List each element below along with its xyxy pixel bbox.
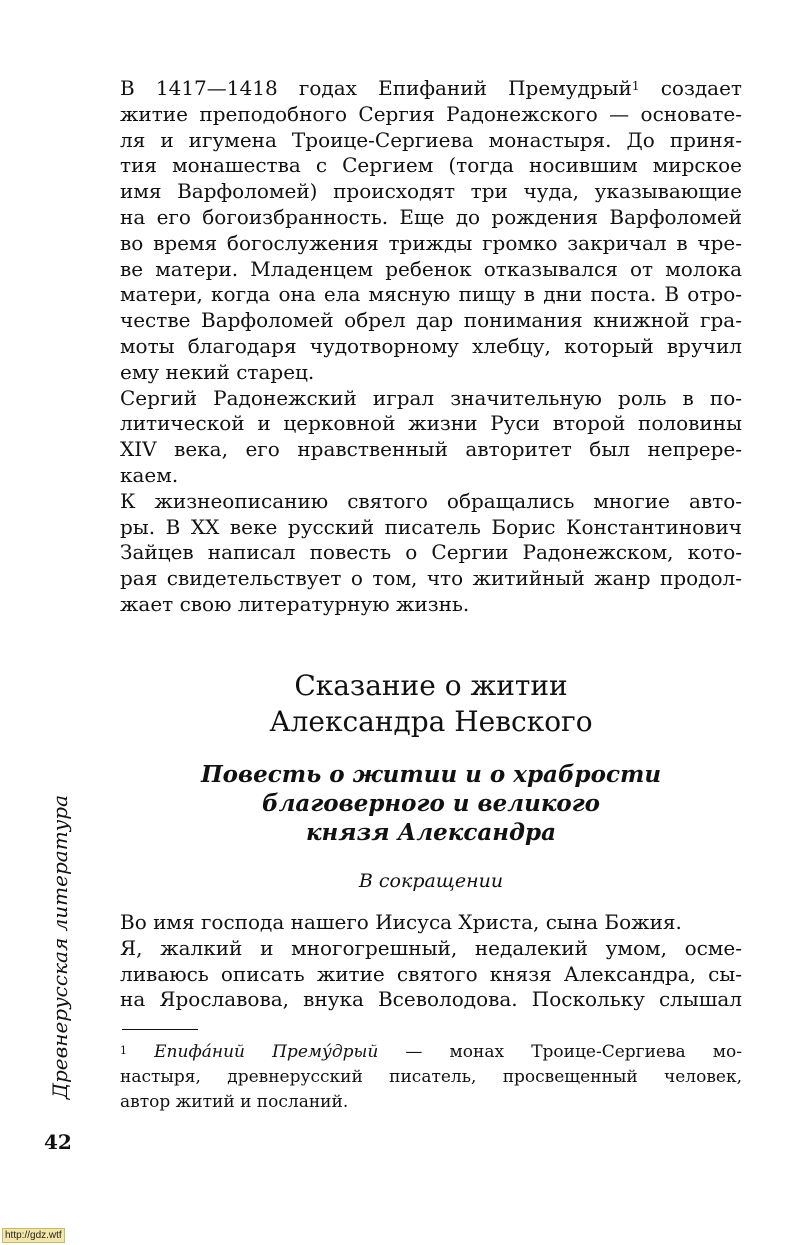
- subtitle-line-3: князя Александра: [305, 819, 557, 846]
- running-section-label: Древнерусская литература: [48, 795, 72, 1100]
- text-line: Во имя господа нашего Иисуса Христа, сына Божия.: [120, 910, 682, 934]
- section-title: [120, 668, 742, 740]
- paragraph-1: [120, 76, 742, 386]
- text-line: тия монашества с Сергием (тогда носившим мирское: [120, 153, 742, 178]
- text-line: Зайцев написал повесть о Сергии Радонежском, кото-: [120, 540, 742, 565]
- footnote-number: 1: [120, 1044, 127, 1057]
- subtitle-line-1: Повесть о житии и о храбрости: [200, 761, 662, 788]
- text-line: К жизнеописанию святого обращались многие авто-: [120, 488, 742, 513]
- text-line: ля и игумена Троице-Сергиева монастыря. До приня-: [120, 127, 742, 152]
- footnote-term: Епифа́ний Прему́дрый: [154, 1042, 379, 1062]
- text-line: моты благодаря чудотворному хлебцу, который вручил: [120, 333, 742, 358]
- footnote-line: автор житий и посланий.: [120, 1092, 349, 1112]
- footnote-line: настыря, древнерусский писатель, просвещенный человек,: [120, 1067, 742, 1087]
- main-text: [120, 910, 742, 1013]
- text-line: житие преподобного Сергия Радонежского — основате-: [120, 101, 742, 126]
- footnote-divider: [122, 1029, 198, 1030]
- text-line: жает свою литературную жизнь.: [120, 591, 470, 616]
- paragraph-5: [120, 936, 742, 1013]
- text-line: XIV века, его нравственный авторитет был непрере-: [120, 437, 742, 462]
- text-line: ливаюсь описать житие святого князя Александра, сы-: [120, 961, 742, 986]
- text-line: ры. В XX веке русский писатель Борис Константинович: [120, 514, 742, 539]
- title-line-2: Александра Невского: [269, 705, 593, 738]
- subtitle-line-2: благоверного и великого: [261, 790, 601, 817]
- text-line: матери, когда она ела мясную пищу в дни поста. В отро-: [120, 282, 742, 307]
- text-line: литической и церковной жизни Руси второй половины: [120, 411, 742, 436]
- footnote: [120, 1040, 742, 1115]
- text-line: Я, жалкий и многогрешный, недалекий умом, осме-: [120, 935, 742, 960]
- footnote-mark: 1: [631, 79, 640, 93]
- intro-text: [120, 76, 742, 618]
- text-line: [120, 76, 742, 102]
- abridged-note: В сокращении: [358, 870, 504, 892]
- text-line: рая свидетельствует о том, что житийный жанр продол-: [120, 566, 742, 591]
- section-subtitle: [120, 760, 742, 847]
- text-line-content: В 1417—1418 годах Епифаний Премудрый: [120, 76, 632, 100]
- paragraph-2: [120, 386, 742, 489]
- watermark-link[interactable]: http://gdz.wtf: [2, 1228, 65, 1243]
- paragraph-4: [120, 910, 742, 936]
- text-line: каем.: [120, 462, 179, 487]
- text-line: на Ярославова, внука Всеволодова. Поскольку слышал: [120, 987, 742, 1012]
- page-number: 42: [44, 1130, 72, 1154]
- text-line: имя Варфоломей) происходят три чуда, указывающие: [120, 179, 742, 204]
- text-line: ве матери. Младенцем ребенок отказывался от молока: [120, 256, 742, 281]
- paragraph-3: [120, 489, 742, 618]
- text-line: ему некий старец.: [120, 359, 315, 384]
- text-line-tail: создает: [639, 76, 742, 100]
- text-line: во время богослужения трижды громко закричал в чре-: [120, 230, 742, 255]
- text-line: на его богоизбранность. Еще до рождения Варфоломей: [120, 204, 742, 229]
- footnote-line: [120, 1040, 742, 1065]
- text-line: честве Варфоломей обрел дар понимания книжной гра-: [120, 308, 742, 333]
- title-line-1: Сказание о житии: [294, 669, 568, 702]
- footnote-line-1: — монах Троице-Сергиева мо-: [378, 1042, 742, 1062]
- text-line: Сергий Радонежский играл значительную роль в по-: [120, 385, 742, 410]
